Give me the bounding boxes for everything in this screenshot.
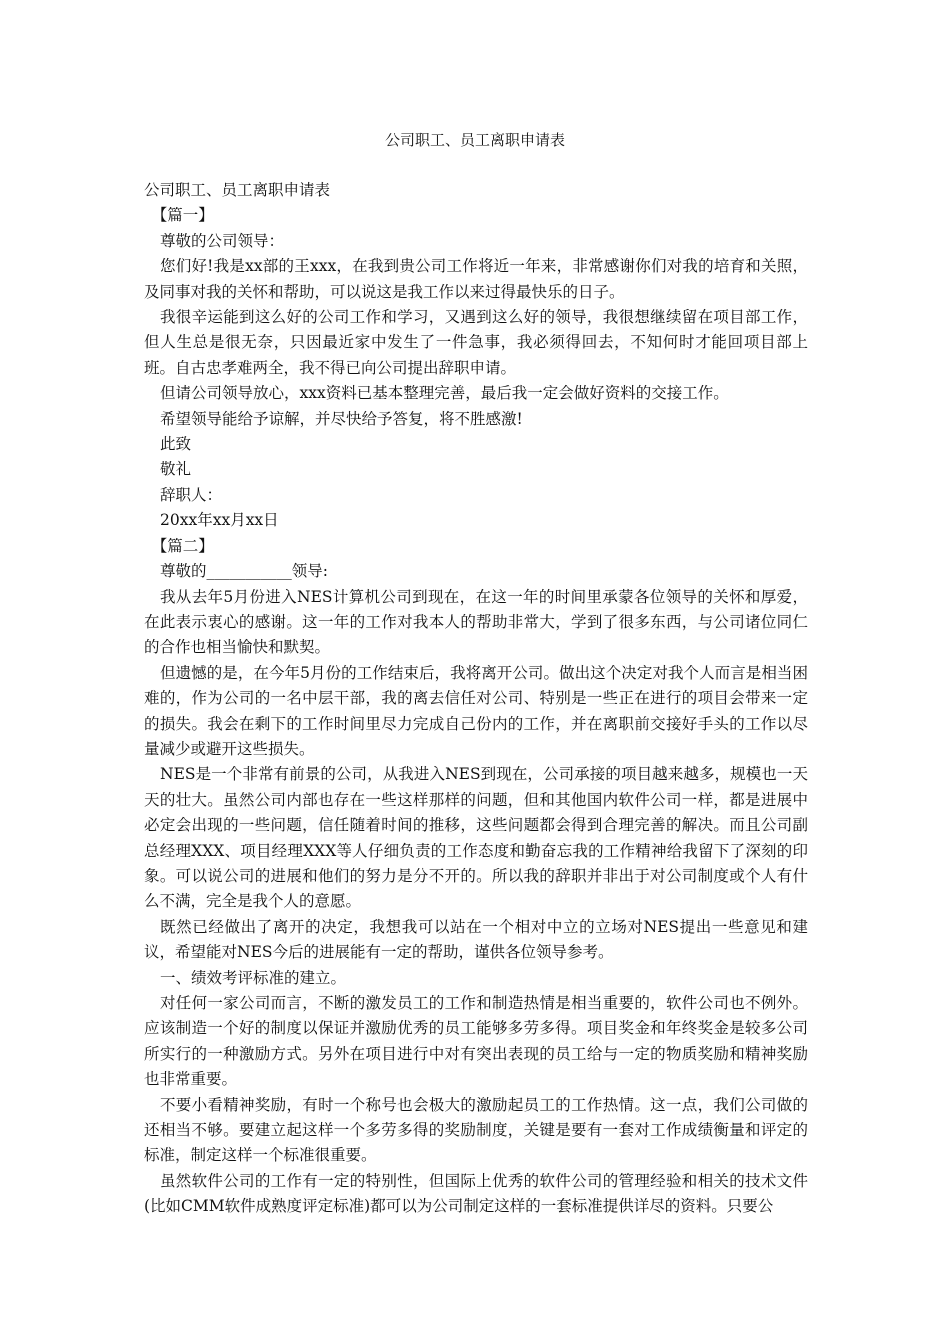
paragraph: NES是一个非常有前景的公司，从我进入NES到现在，公司承接的项目越来越多，规模也一天天的壮大。虽然公司内部也存在一些这样那样的问题，但和其他国内软件公司一样，都是进展中必定会出现的一些问题，信任随着时间的推移，这些问题都会得到合理完善的解决。而且公司副总经理XXX、项目经理XXX等人仔细负责的工作态度和勤奋忘我的工作精神给我留下了深刻的印象。可以说公司的进展和他们的努力是分不开的。所以我的辞职并非出于对公司制度或个人有什么不满，完全是我个人的意愿。 [144, 765, 808, 911]
paragraph: 我很辛运能到这么好的公司工作和学习，又遇到这么好的领导，我很想继续留在项目部工作，但人生总是很无奈，只因最近家中发生了一件急事，我必须得回去，不知何时才能回项目部上班。自古忠孝难两全，我不得已向公司提出辞职申请。 [144, 308, 808, 377]
paragraph: 既然已经做出了离开的决定，我想我可以站在一个相对中立的立场对NES提出一些意见和建议，希望能对NES今后的进展能有一定的帮助，谨供各位领导参考。 [144, 917, 808, 962]
section-heading: 【篇二】 [144, 536, 214, 555]
paragraph: 辞职人： [160, 485, 223, 504]
document-body [144, 178, 808, 1220]
paragraph: 尊敬的___________领导: [160, 562, 328, 581]
paragraph: 尊敬的公司领导： [160, 231, 285, 250]
paragraph: 希望领导能给予谅解，并尽快给予答复，将不胜感激! [160, 409, 523, 428]
paragraph: 但请公司领导放心，xxx资料已基本整理完善，最后我一定会做好资料的交接工作。 [160, 384, 729, 403]
paragraph: 虽然软件公司的工作有一定的特别性，但国际上优秀的软件公司的管理经验和相关的技术文件(比如CMM软件成熟度评定标准)都可以为公司制定这样的一套标准提供详尽的资料。只要公 [144, 1171, 808, 1216]
paragraph: 对任何一家公司而言，不断的激发员工的工作和制造热情是相当重要的，软件公司也不例外。应该制造一个好的制度以保证并激励优秀的员工能够多劳多得。项目奖金和年终奖金是较多公司所实行的一种激励方式。另外在项目进行中对有突出表现的员工给与一定的物质奖励和精神奖励也非常重要。 [144, 994, 808, 1089]
paragraph: 不要小看精神奖励，有时一个称号也会极大的激励起员工的工作热情。这一点，我们公司做的还相当不够。要建立起这样一个多劳多得的奖励制度，关键是要有一套对工作成绩衡量和评定的标准，制定这样一个标准很重要。 [144, 1095, 808, 1165]
paragraph: 20xx年xx月xx日 [160, 511, 279, 530]
paragraph: 此致 [160, 435, 192, 454]
section-heading: 【篇一】 [144, 206, 214, 225]
paragraph: 公司职工、员工离职申请表 [144, 181, 331, 199]
paragraph: 一、绩效考评标准的建立。 [160, 968, 347, 987]
paragraph: 我从去年5月份进入NES计算机公司到现在，在这一年的时间里承蒙各位领导的关怀和厚爱，在此表示衷心的感谢。这一年的工作对我本人的帮助非常大，学到了很多东西，与公司诸位同仁的合作也相当愉快和默契。 [144, 587, 808, 657]
document-title: 公司职工、员工离职申请表 [384, 131, 565, 149]
paragraph: 您们好!我是xx部的王xxx，在我到贵公司工作将近一年来，非常感谢你们对我的培育和关照，及同事对我的关怀和帮助，可以说这是我工作以来过得最快乐的日子。 [144, 257, 808, 301]
paragraph: 敬礼 [160, 460, 192, 479]
paragraph: 但遗憾的是，在今年5月份的工作结束后，我将离开公司。做出这个决定对我个人而言是相当困难的，作为公司的一名中层干部，我的离去信任对公司、特别是一些正在进行的项目会带来一定的损失。我会在剩下的工作时间里尽力完成自己份内的工作，并在离职前交接好手头的工作以尽量减少或避开这些损失。 [144, 663, 808, 758]
